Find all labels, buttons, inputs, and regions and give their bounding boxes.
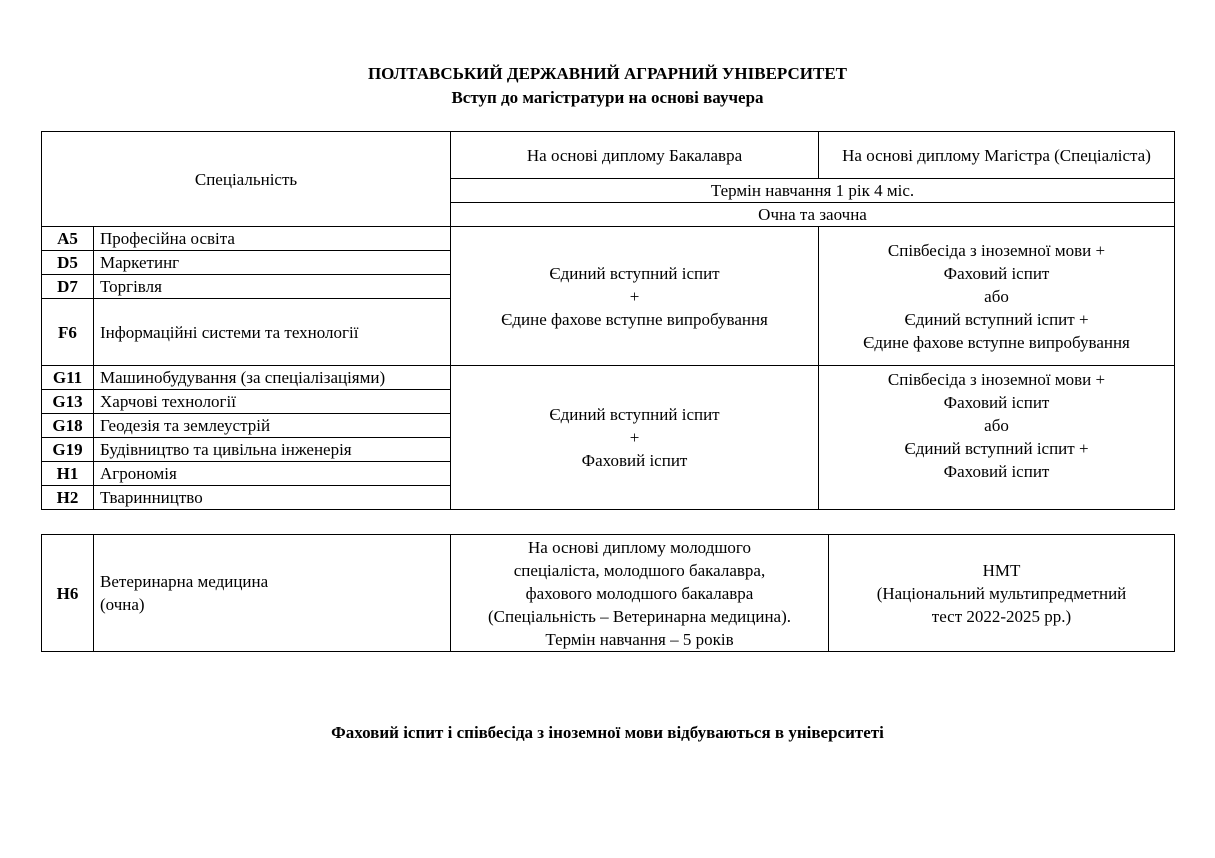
specialty-name: Харчові технології <box>94 390 451 414</box>
requirement-line: або <box>984 286 1009 306</box>
requirement-line: Фаховий іспит <box>581 451 688 470</box>
specialty-name: Маркетинг <box>94 251 451 275</box>
specialty-name: Тваринництво <box>94 486 451 510</box>
admission-table <box>41 131 1175 510</box>
specialty-code: G19 <box>42 438 94 462</box>
specialty-code: H1 <box>42 462 94 486</box>
study-form-line: (очна) <box>100 595 145 614</box>
study-form-cell: Очна та заочна <box>451 203 1175 227</box>
requirement-line: Співбесіда з іноземної мови + <box>887 240 1106 260</box>
specialty-code: D5 <box>42 251 94 275</box>
veterinary-table <box>41 534 1175 652</box>
requirement-line: Єдиний вступний іспит <box>549 263 720 283</box>
group1-bachelor-requirements <box>451 227 819 366</box>
exam-line: (Національний мультипредметний <box>876 583 1127 603</box>
exam-line: НМТ <box>982 560 1021 580</box>
basis-line: (Спеціальність – Ветеринарна медицина). <box>487 606 791 626</box>
veterinary-exam <box>829 535 1175 652</box>
requirement-line: + <box>629 428 640 447</box>
specialty-code: F6 <box>42 299 94 366</box>
duration-cell: Термін навчання 1 рік 4 міс. <box>451 179 1175 203</box>
basis-line: фахового молодшого бакалавра <box>525 583 754 603</box>
specialty-name-line: Ветеринарна медицина <box>100 572 269 591</box>
specialty-name: Машинобудування (за спеціалізаціями) <box>94 366 451 390</box>
specialty-code: G18 <box>42 414 94 438</box>
requirement-line: Єдине фахове вступне випробування <box>501 309 768 329</box>
requirement-line: Єдиний вступний іспит <box>549 405 720 424</box>
table-row <box>42 366 1175 390</box>
requirement-line: або <box>984 416 1009 435</box>
group2-master-requirements <box>819 366 1175 510</box>
specialty-code: A5 <box>42 227 94 251</box>
basis-line: спеціаліста, молодшого бакалавра, <box>513 560 766 580</box>
specialty-code: G13 <box>42 390 94 414</box>
specialty-code: G11 <box>42 366 94 390</box>
specialty-header: Спеціальність <box>42 132 451 227</box>
bachelor-header: На основі диплому Бакалавра <box>451 132 819 179</box>
footer-note: Фаховий іспит і співбесіда з іноземної мови відбуваються в університеті <box>331 723 884 742</box>
master-header: На основі диплому Магістра (Спеціаліста) <box>819 132 1175 179</box>
group1-master-requirements <box>819 227 1175 366</box>
group2-bachelor-requirements <box>451 366 819 510</box>
specialty-name: Агрономія <box>94 462 451 486</box>
table-row <box>42 227 1175 251</box>
exam-line: тест 2022-2025 рр.) <box>931 606 1072 626</box>
specialty-name: Геодезія та землеустрій <box>94 414 451 438</box>
requirement-line: Фаховий іспит <box>943 393 1050 412</box>
specialty-code: H2 <box>42 486 94 510</box>
basis-line: Термін навчання – 5 років <box>545 629 734 649</box>
requirement-line: Співбесіда з іноземної мови + <box>887 370 1106 389</box>
requirement-line: + <box>629 286 640 306</box>
requirement-line: Фаховий іспит <box>943 263 1050 283</box>
university-title: ПОЛТАВСЬКИЙ ДЕРЖАВНИЙ АГРАРНИЙ УНІВЕРСИТЕТ <box>367 64 848 83</box>
page-subtitle: Вступ до магістратури на основі ваучера <box>451 88 764 107</box>
specialty-code: H6 <box>42 535 94 652</box>
specialty-name: Будівництво та цивільна інженерія <box>94 438 451 462</box>
requirement-line: Фаховий іспит <box>943 462 1050 481</box>
specialty-name: Торгівля <box>94 275 451 299</box>
specialty-name: Професійна освіта <box>94 227 451 251</box>
requirement-line: Єдине фахове вступне випробування <box>863 332 1130 352</box>
specialty-name <box>94 535 451 652</box>
table-row <box>42 535 1175 652</box>
requirement-line: Єдиний вступний іспит + <box>904 309 1089 329</box>
requirement-line: Єдиний вступний іспит + <box>904 439 1089 458</box>
veterinary-basis <box>451 535 829 652</box>
specialty-name: Інформаційні системи та технології <box>94 299 451 366</box>
basis-line: На основі диплому молодшого <box>528 537 751 557</box>
specialty-code: D7 <box>42 275 94 299</box>
